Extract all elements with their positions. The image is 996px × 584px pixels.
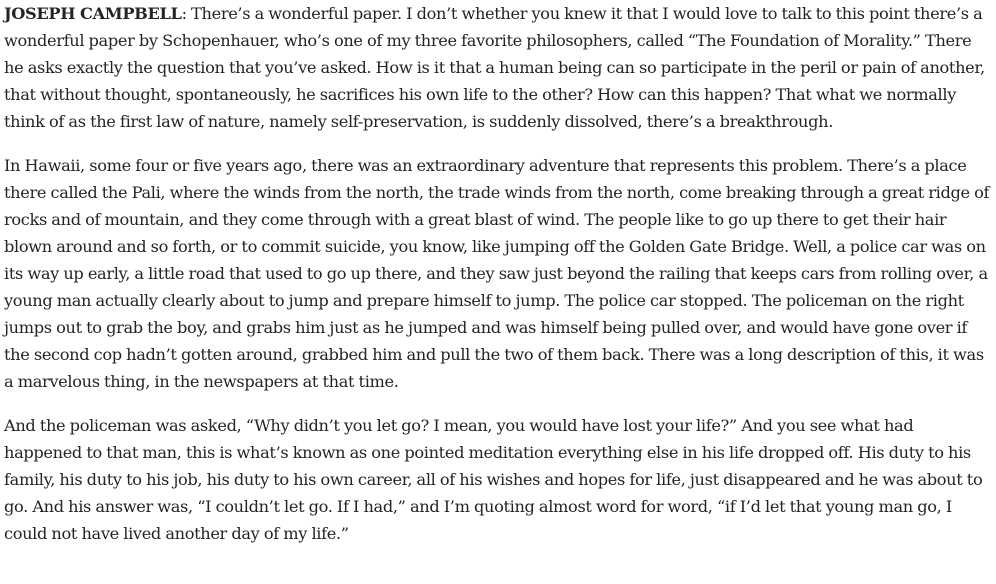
paragraph-1-text: : There’s a wonderful paper. I don’t whether you knew it that I would love to talk to this point there’s a wonderful paper by Schopenhauer, who’s one of my three favorite philosophers, called “The Foundation of Morality.” There he asks exactly the question that you’ve asked. How is it that a human being can so participate in the peril or pain of another, that without thought, spontaneously, he sacrifices his own life to the other? How can this happen? That what we normally think of as the first law of nature, namely self-preservation, is suddenly dissolved, there’s a breakthrough. <box>4 4 985 131</box>
speaker-name: JOSEPH CAMPBELL <box>4 4 182 23</box>
paragraph-2: In Hawaii, some four or five years ago, there was an extraordinary adventure that represents this problem. There’s a place there called the Pali, where the winds from the north, the trade winds from the north, come breaking through a great ridge of rocks and of mountain, and they come through with a great blast of wind. The people like to go up there to get their hair blown around and so forth, or to commit suicide, you know, like jumping off the Golden Gate Bridge. Well, a police car was on its way up early, a little road that used to go up there, and they saw just beyond the railing that keeps cars from rolling over, a young man actually clearly about to jump and prepare himself to jump. The police car stopped. The policeman on the right jumps out to grab the boy, and grabs him just as he jumped and was himself being pulled over, and would have gone over if the second cop hadn’t gotten around, grabbed him and pull the two of them back. There was a long description of this, it was a marvelous thing, in the newspapers at that time. <box>4 156 990 391</box>
paragraph-1 <box>4 0 992 135</box>
paragraph-3: And the policeman was asked, “Why didn’t you let go? I mean, you would have lost your life?” And you see what had happened to that man, this is what’s known as one pointed meditation everything else in his life dropped off. His duty to his family, his duty to his job, his duty to his own career, all of his wishes and hopes for life, just disappeared and he was about to go. And his answer was, “I couldn’t let go. If I had,” and I’m quoting almost word for word, “if I’d let that young man go, I could not have lived another day of my life.” <box>4 416 983 543</box>
